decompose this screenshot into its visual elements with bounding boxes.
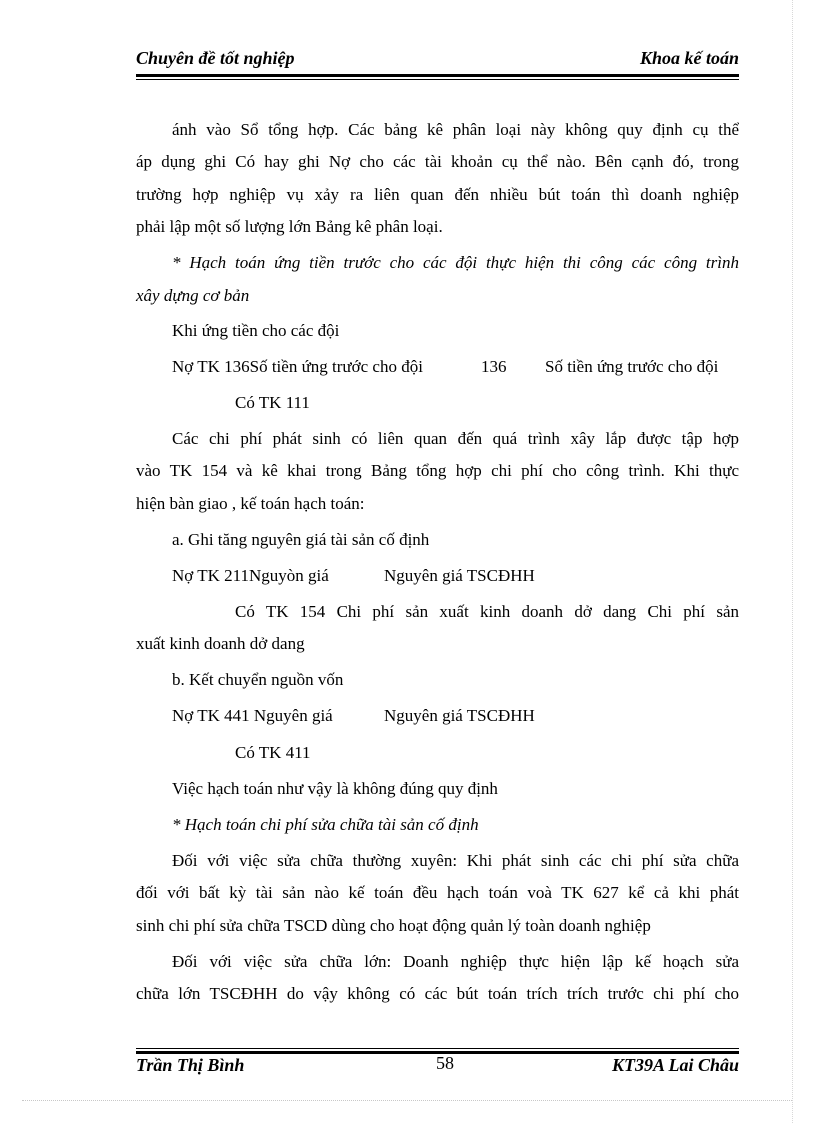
paragraph-line: Các chi phí phát sinh có liên quan đến quá trình xây lắp được tập hợp bbox=[172, 429, 739, 448]
footer-author: Trần Thị Bình bbox=[136, 1055, 245, 1075]
paragraph-line: Khi ứng tiền cho các đội bbox=[172, 321, 340, 340]
journal-entry-credit: Có TK 154 Chi phí sản xuất kinh doanh dở dang Chi phí sản bbox=[235, 602, 739, 621]
paragraph-line: Việc hạch toán như vậy là không đúng quy định bbox=[172, 779, 498, 798]
journal-entry-credit: Có TK 111 bbox=[235, 393, 310, 412]
footer-rule-thin bbox=[136, 1048, 739, 1049]
page-header bbox=[136, 48, 739, 76]
journal-entry-desc: Nguyên giá TSCĐHH bbox=[384, 566, 535, 585]
journal-entry-debit: Nợ TK 211Nguyòn giá bbox=[172, 566, 329, 585]
header-title-left: Chuyên đề tốt nghiệp bbox=[136, 48, 295, 68]
journal-entry-debit: Nợ TK 136Số tiền ứng trước cho đội bbox=[172, 357, 423, 376]
header-title-right: Khoa kế toán bbox=[639, 48, 739, 68]
paragraph-line: sinh chi phí sửa chữa TSCD dùng cho hoạt động quản lý toàn doanh nghiệp bbox=[136, 916, 651, 935]
paragraph-line: vào TK 154 và kê khai trong Bảng tổng hợp chi phí cho công trình. Khi thực bbox=[136, 461, 739, 480]
journal-entry-credit: Có TK 411 bbox=[235, 743, 311, 762]
section-heading-cont: xây dựng cơ bản bbox=[136, 286, 250, 305]
journal-entry-account: 136 bbox=[481, 357, 507, 376]
journal-entry-debit: Nợ TK 441 Nguyên giá bbox=[172, 706, 333, 725]
list-item: b. Kết chuyển nguồn vốn bbox=[172, 670, 344, 689]
paragraph-line: ánh vào Sổ tổng hợp. Các bảng kê phân loại này không quy định cụ thể bbox=[172, 120, 739, 139]
section-heading: * Hạch toán chi phí sửa chữa tài sản cố định bbox=[172, 815, 479, 834]
list-item: a. Ghi tăng nguyên giá tài sản cố định bbox=[172, 530, 430, 549]
page-footer bbox=[136, 1053, 739, 1077]
page-number: 58 bbox=[436, 1053, 454, 1073]
paragraph-line: đối với bất kỳ tài sản nào kế toán đều hạch toán voà TK 627 kể cả khi phát bbox=[136, 883, 739, 902]
paragraph-line: Đối với việc sửa chữa thường xuyên: Khi phát sinh các chi phí sửa chữa bbox=[172, 851, 739, 870]
paragraph-line: xuất kinh doanh dở dang bbox=[136, 634, 305, 653]
paragraph-line: trường hợp nghiệp vụ xảy ra liên quan đến nhiều bút toán thì doanh nghiệp bbox=[136, 185, 739, 204]
paragraph-line: chữa lớn TSCĐHH do vậy không có các bút toán trích trích trước chi phí cho bbox=[136, 984, 739, 1003]
journal-entry-desc: Nguyên giá TSCĐHH bbox=[384, 706, 535, 725]
section-heading: * Hạch toán ứng tiền trước cho các đội thực hiện thi công các công trình bbox=[172, 253, 739, 272]
paragraph-line: áp dụng ghi Có hay ghi Nợ cho các tài khoản cụ thể nào. Bên cạnh đó, trong bbox=[136, 152, 739, 171]
footer-class: KT39A Lai Châu bbox=[611, 1055, 739, 1075]
page-boundary-guide bbox=[22, 1100, 792, 1101]
page-boundary-guide-vertical bbox=[792, 0, 793, 1123]
paragraph-line: phải lập một số lượng lớn Bảng kê phân loại. bbox=[136, 217, 443, 236]
paragraph-line: hiện bàn giao , kế toán hạch toán: bbox=[136, 494, 365, 513]
journal-entry-desc: Số tiền ứng trước cho đội bbox=[545, 357, 719, 376]
header-rule-thin bbox=[136, 79, 739, 80]
header-rule-thick bbox=[136, 74, 739, 77]
paragraph-line: Đối với việc sửa chữa lớn: Doanh nghiệp thực hiện lập kế hoạch sửa bbox=[172, 952, 739, 971]
